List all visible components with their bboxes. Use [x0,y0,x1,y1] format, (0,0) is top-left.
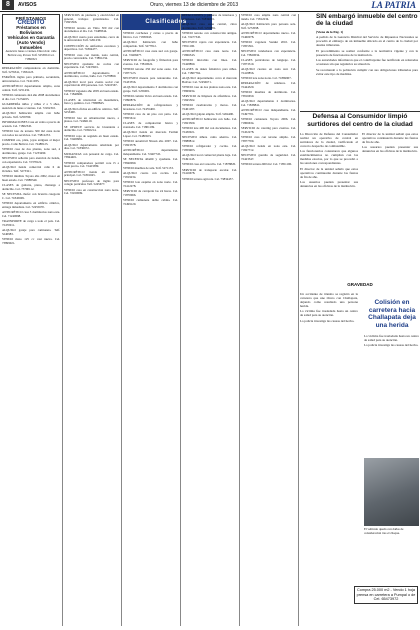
classified-ad: ALQUILO casa zona central, cinco dormitorios. Telf. 5250881. [182,22,237,30]
classified-ad: VENDO automóvil Nissan año 2007. Cel. 71823378. [123,139,178,147]
classified-ad: VENDO casa de un piso con patio. Cel. 73855612. [123,112,178,120]
classified-ad: ALQUILO cuarto con cocina. Cel. 71819234. [123,171,178,179]
classified-ad: ALQUILO tienda comercial calle 6 de Octubre. Telf. 5273321. [2,165,60,173]
story-subhead: GRAVEDAD [347,282,373,287]
loan-ad-line: Inmuebles [19,45,43,51]
classified-ad: MUDANZAS con personal de carga. Cel. 73844401. [64,151,119,160]
story-paragraph: Un accidente de tránsito se registró en la carretera que une Oruro con Challapata, dejando como resultado una persona herida. [300,292,358,308]
story-paragraph: La Dirección de Defensa del Consumidor realizó un operativo de control en surtidores de la ciudad, verificando el correcto despacho de combustible. [300,132,358,148]
classified-ad: VENDO casa de dos plantas, zona sud, 4 dormitorios, garaje. Cel. 71233490. [2,147,60,155]
classified-ad: VENDO moto 125 cc casi nueva. Cel. 73899021. [2,237,60,245]
classified-ad: VENDO vagoneta año 2005 en buen estado. Cel. 71849900. [64,88,119,97]
classified-ad: VENDO minibús Toyota año 2002, motor en buen estado. Cel. 71888340. [2,174,60,182]
classified-ad: VENDO camioneta Toyota 2006. Cel. 71806634. [241,117,296,125]
story-headline-consumer: Defensa al Consumidor limpió surtidores del centro de la ciudad [307,113,413,128]
classifieds-banner: Clasificados [120,14,212,30]
classifieds-column-5 [241,14,296,626]
classified-ad: CLASES de computación básica y avanzada. Cel. 71801199. [123,121,178,129]
classified-ad: ANTICRÉTICO departamento 2 dormitorios, cocina, baño. Cel. 71278890. [64,70,119,79]
classified-ad: VENDO computadora portátil core i5 a buen precio. Cel. 72423389. [64,160,119,169]
story-headline-collision: Colisión en carretera hacia Challapata deja una herida [368,299,416,329]
classified-ad: VENDO microbús con línea. Cel. 72428890. [182,58,237,66]
classified-ad: ALQUILO cuartos en zona sud. Cel. 72418856. [241,67,296,75]
classified-ad: NECESITO niñera cama adentro. Cel. 73888812. [182,135,237,143]
classified-ad: VENDO refrigerador y cocina. Cel. 71859903. [182,144,237,152]
classified-ad: VENDO lote en urbanización nueva, a plazos. Cel. 72466110. [64,115,119,124]
classified-ad: VENDO casa con terreno amplio. Cel. 73877709. [241,135,296,143]
classified-ad: VENDO casa amplia zona central con tienda. Cel. 71812234. [241,14,296,21]
story-body-sin [316,30,418,110]
classifieds-column-4 [182,14,237,626]
classified-ad: VENDO terreno 600 m2. Cel. 71851190. [241,162,292,167]
classified-ad: ANTICRÉTICO casa zona norte. Cel. 71866543. [182,49,237,57]
classified-ad: VENDO terreno agrícola. Cel. 73834457. [182,176,234,181]
classified-ad: ANTICRÉTICO departamento nuevo. Cel. 72460078. [241,31,296,39]
classified-ad: SERVICIOS de plomería y electricidad en general, trabajos garantizados. Cel. 71825566. [64,14,119,25]
classified-ad: VENDO vagoneta Suzuki 2010. Cel. 71855561. [241,40,296,48]
classified-ad: ANTICRÉTICO habitación con baño. Cel. 71823309. [182,117,237,125]
classified-ad: VENDO casa en construcción zona norte. Cel. 72450099. [64,187,119,196]
section-name: AVISOS [18,2,37,8]
classified-ad: CLASES de guitarra, piano, charango a domicilio. Cel. 73790112. [2,183,60,191]
loan-ad [2,14,60,64]
classified-ad: VENDO cuadratracks y motos. Cel. 72401187. [182,103,237,111]
loan-ad-logo: CRÉDITO [17,19,45,26]
classifieds-column-3 [123,32,178,626]
classified-ad: NECESITO señorita para atención de tienda, con experiencia. Cel. 72378122. [2,156,60,164]
classified-ad: VENDO lote esquina en zona norte. Cel. 72412278. [123,180,178,188]
classified-ad: ALQUILO tienda en mercado Fermín López. Cel. 72480023. [123,130,178,138]
classified-ad: COMPRO oro, plata, joyas antiguas al mejor precio. Calle Bolívar. Cel. 72488123. [2,138,60,146]
story-body-consumer-b [362,132,418,280]
classified-ad: SERVICIO de fotografía y filmación para eventos. Cel. 73810022. [123,58,178,66]
story-body-collision-b [364,334,419,454]
loan-ad-category: PRÉSTAMOS [15,16,47,21]
classified-ad: SERVICIO de limpieza de alfombras. Cel. 71845502. [182,94,237,102]
story-paragraph: La víctima fue trasladada hasta un centro de salud para su atención. [364,334,419,342]
info-box: Compra 25.000 m2 - Vendo 1 hoja prensa en carretera a Pumpal o de Cel. 65473972 [354,586,418,604]
story-paragraph: El procedimiento se realizó conforme a la normativa vigente y con la presencia de funcionarios de la institución. [316,48,418,57]
classified-ad: ANTICRÉTICO tienda en avenida principal. Cel. 71891045. [64,169,119,178]
classified-ad: ALQUILO departamento 2 dormitorios. Cel. 71838841. [241,99,296,107]
classified-ad: SERVICIO de cerrajería las 24 horas. Cel. 71870066. [123,189,178,197]
classified-ad: ALQUILO habitación amplia con baño privado. Telf. 5256790. [2,111,60,119]
classified-ad: NECESITO cajera con experiencia. Cel. 73811190. [182,40,237,48]
classified-ad: ALQUILO departamento cerca al mercado Bolívar. Cel. 72456671. [182,76,237,84]
classified-ad: ANTICRÉTICO casa 3 dormitorios zona este. Cel. 71240098. [2,210,60,218]
classified-ad: REPARACIÓN de refrigeradores y lavadoras. Cel. 72455400. [123,103,178,111]
classified-ad: VENDO casa con tienda, zona central, precio conversable. Cel. 73891234. [64,52,119,61]
story-paragraph: El director de la unidad señaló que estos operativos continuarán durante las fiestas de fin de año. [300,166,358,179]
classified-ad: VENDO departamento en edificio céntrico, entrega inmediata. Cel. 72455670. [2,201,60,209]
classified-ad: ALQUILO departamento 3 dormitorios con garaje. Telf. 5256001. [123,85,178,93]
classified-ad: ALQUILO garaje para camioneta. Telf. 5240983. [2,228,60,236]
classified-ad: SERVICIO de transporte escolar. Cel. 72416678. [182,167,237,176]
classified-ad: ANTICRÉTICO casa zona sud con garaje. Cel. 72406677. [123,49,178,57]
classified-ad: CLASES particulares de lenguaje. Cel. 71873319. [241,58,296,66]
classified-ad: ALQUILO tienda en zona este. Cel. 71827712. [241,144,296,152]
story-paragraph: A pedido de la Gerencia Distrital del Servicio de Impuestos Nacionales se procedió al embargo de un inmueble ubicado en el centro de la ciudad por deudas tributarias. [316,35,418,48]
issue-date: Oruro, viernes 13 de diciembre de 2013 [150,2,239,8]
classified-ad: VENDO casa en Caracollo. Cel. 71878820. [182,162,236,167]
classified-ad: CONFECCIÓN de uniformes escolares y deportivos. Cel. 71804477. [64,43,119,52]
classified-ad: VENDO terreno en Vinto 500 m2 con documentos al día. Cel. 72488344. [64,25,119,34]
page-number: 8 [2,0,14,10]
classified-ad: ANTICRÉTICO casa independiente. Cel. 72497701. [241,108,296,116]
classified-ad: REFACCIONES y pinturas de interiores y exteriores. Cel. 71834001. [182,14,237,21]
classified-ad: VENDO lote de terreno 300 m2 zona norte con todos los servicios. Cel. 73812233. [2,129,60,137]
story-paragraph: La policía investiga las causas del hecho. [364,343,419,348]
photo-caption: El vehículo quedó con daños de consideración tras el choque. [364,527,404,535]
classified-ad: VENDO camioneta 4x4 año 2008 documentos al día. Cel. 71234455. [2,93,60,101]
story-paragraph: Los funcionarios constataron que algunos establecimientos no cumplían con las medidas exactas, por lo que se procedió a las sanciones correspondientes. [300,149,358,166]
classified-ad: ALQUILO local comercial planta baja. Cel. 72491145. [182,153,237,161]
loan-ad-line: Préstamos en Bolivianos [16,25,46,36]
story-body-consumer-a [300,132,358,280]
classified-ad: VENDO ropa de segunda en buen estado. Cel. 72409981. [64,133,119,142]
classified-ad: GUARDERÍA niños y niñas 2 a 5 años, atención de lunes a viernes. Cel. 72452310. [2,102,60,110]
classified-ad: NECESITO ayudante de cocina con experiencia. Cel. 72433901. [64,61,119,70]
classified-ad: REPARACIÓN de celulares. Cel. 72444320. [241,81,296,89]
classified-ad: ALQUILO oficina en edificio céntrico. Telf. 5253400. [64,106,119,115]
classified-ad: NECESITO mesera para restaurante. Cel. 72433556. [123,76,178,84]
classified-ad: NECESITO guardia de seguridad. Cel. 72423347. [241,153,296,161]
classified-ad: INFORMACIONES Casa en venta a precio de ocasión. Cel. 71802345. [2,120,60,128]
classified-ad: VENDO lote zona norte. Cel. 71869907. [241,76,292,80]
story-paragraph: Los usuarios pueden presentar sus denuncias en las oficinas de la institución. [300,180,358,189]
classified-ad: VENDO colchones y catres a precio de fábrica. Cel. 71830045. [123,32,178,39]
story-paragraph: Las autoridades informaron que el contribuyente fue notificado en reiteradas ocasiones sin que regularice su situación. [316,58,418,67]
classified-ad: NECESITO vendedores con experiencia. Cel. 73820034. [241,49,296,57]
classified-ad: CLASES de nivelación en matemática, física y química. Cel. 73808845. [64,97,119,106]
loan-ad-contact: Atención: lunes a viernes. Dirección: calle Bolívar esq. Potosí. Telf. 5253654 Cel. 71890321 [5,49,57,61]
story-kicker: (Viene de la Pág. 1) [316,30,344,34]
loan-ad-line: (Auto Vendo) [17,40,45,46]
classified-ad: ANTICRÉTICO departamento amplio, zona central. Telf. 5251432. [2,84,60,92]
classified-ad: SE NECESITA albañil y ayudante. Cel. 73840090. [123,157,178,165]
page-header [0,0,420,12]
classified-ad: VENDO camioneta doble cabina. Cel. 72499120. [123,198,178,206]
classified-ad: VENDO casa de dos plantas zona este. Cel. 73869934. [182,85,237,93]
story-paragraph: El director de la unidad señaló que estos operativos continuarán durante las fiestas de fin de año. [362,132,418,144]
story-headline-sin: SIN embargó inmueble del centro de la ciudad [316,13,418,27]
classified-ad: VENDO terreno con construcción antigua. Cel. 72477345. [182,31,237,39]
classified-ad: ALQUILO cuarto para estudiante, cerca de la universidad. Telf. 5261230. [64,34,119,43]
newspaper-logo: LA PATRIA [371,0,416,10]
classified-ad: ALQUILO local para evento social con capacidad de 200 personas. Cel. 72410567. [64,79,119,88]
classified-ad: VENDO terreno 250 m2 zona oeste. Cel. 71877123. [123,67,178,75]
classified-ad: ALQUILO galpón amplio. Telf. 5264490. [182,112,234,116]
classified-ad: ALQUILO departamento amoblado por días. Cel. 71836672. [64,142,119,151]
accident-photo [364,458,419,526]
classified-ad: VENDO lote 400 m2 con documentos. Cel. 72430021. [182,126,237,134]
classified-ad: ALQUILO habitación para persona sola. Telf. 5272098. [241,22,296,30]
story-paragraph: La policía investiga las causas del hecho. [300,318,355,323]
story-paragraph: La víctima fue trasladada hasta un centro de salud para su atención. [300,309,358,318]
classified-ad: ANTICRÉTICO departamento independiente. Cel. 72467745. [123,148,178,156]
classified-ad: SE NECESITA chofer con licencia categoría C. Cel. 71845609. [2,192,60,200]
story-paragraph: Se recomendó a la población cumplir con sus obligaciones tributarias para evitar este tipo de medidas. [316,67,418,76]
classified-ad: SERVICIO de catering para eventos. Cel. 72452278. [241,126,296,134]
loan-ad-line: Vehículos en Garantía [7,35,55,41]
classified-ad: NECESITO profesora de inglés para colegio particular. Telf. 5245677. [64,178,119,187]
classified-ad: ESPAÑOL inglés para primaria, secundaria, universitarios. Cel. 72411035. [2,75,60,83]
classified-ad: VENDO muebles de sala. Telf. 5271133. [123,166,174,170]
classifieds-column-1 [2,14,60,626]
classifieds-column-2 [64,14,119,626]
classified-ad: REPARACIÓN computadoras en domicilio. Telf. 5276341, 71834123. [2,66,60,74]
classified-ad: VENDO camión Volvo en buen estado. Cel. 71890876. [123,94,178,102]
classified-ad: TRANSPORTE de carga a todo el país. Cel. 72470011. [2,219,60,227]
classified-ad: VENDO muebles de dormitorio. Cel. 73816650. [241,90,296,98]
story-body-collision-a [300,292,358,626]
story-paragraph: Los usuarios pueden presentar sus denuncias en las oficinas de la institución. [362,145,418,154]
classified-ad: ALQUILO habitación con baño compartido. Telf. 5277812. [123,40,178,48]
classified-ad: SE OFRECE servicio de lavandería a domicilio. Cel. 71802214. [64,124,119,133]
classified-ad: CLASES de danza folklórica para niños. Cel. 71807762. [182,67,237,75]
